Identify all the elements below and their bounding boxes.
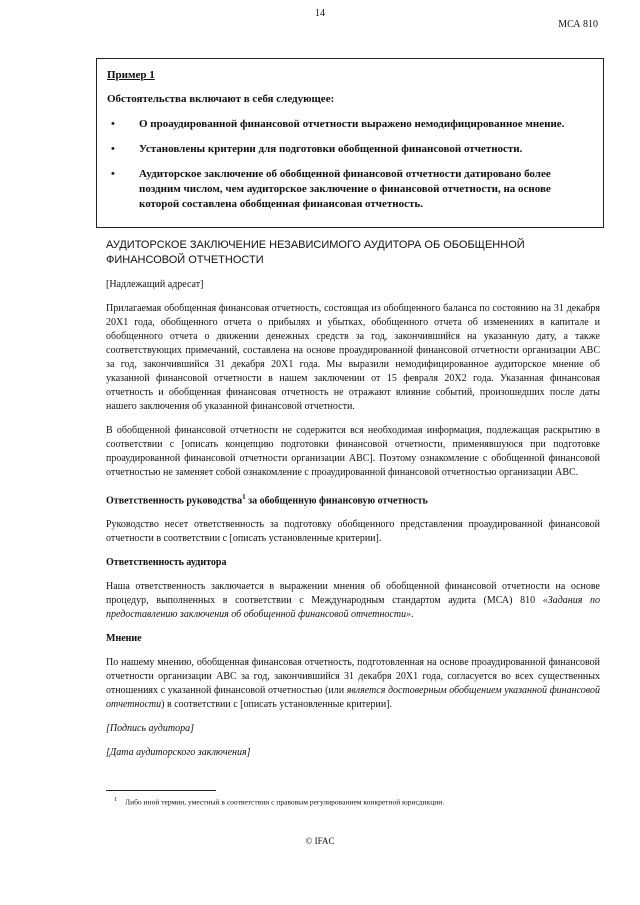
body-text: . (411, 609, 414, 621)
footnote-text: Либо иной термин, уместный в соответствии с правовым регулированием конкретной юрисдикции. (125, 797, 445, 807)
footnote-ref: 1 (242, 493, 246, 501)
auditor-responsibility-heading: Ответственность аудитора (106, 557, 227, 569)
addressee: [Надлежащий адресат] (106, 279, 204, 290)
bullet-icon: • (111, 143, 115, 155)
standard-title: «Задания по предоставлению заключения об обобщенной финансовой отчетности» (106, 595, 601, 621)
example-title: Пример 1 (107, 69, 155, 81)
opinion-text (106, 656, 600, 712)
auditor-responsibility-text (106, 580, 600, 622)
footnote-marker: 1 (114, 797, 117, 803)
alt-wording: является достоверным обобщением указанной финансовой отчетности (106, 685, 600, 711)
auditor-signature (106, 722, 600, 736)
report-title: АУДИТОРСКОЕ ЗАКЛЮЧЕНИЕ НЕЗАВИСИМОГО АУДИТОРА ОБ ОБОБЩЕННОЙ ФИНАНСОВОЙ ОТЧЕТНОСТИ (106, 239, 525, 266)
bullet-text: Установлены критерии для подготовки обобщенной финансовой отчетности. (139, 143, 523, 155)
management-responsibility-text: Руководство несет ответственность за подготовку обобщенного представления проаудированной финансовой отчетности в соответствии с [описать установленные критерии]. (106, 519, 600, 545)
opinion-heading: Мнение (106, 633, 142, 645)
page-number: 14 (315, 8, 325, 19)
example-intro: Обстоятельства включают в себя следующее: (107, 93, 335, 105)
body-text: ) в соответствии с [описать установленные критерии]. (161, 699, 393, 711)
bullet-icon: • (111, 168, 115, 180)
body-text: Наша ответственность заключается в выражении мнения об обобщенной финансовой отчетности на основе процедур, выполненных в соответствии с Международным стандартом аудита (МСА) 810 (106, 581, 600, 607)
body-text: По нашему мнению, обобщенная финансовая отчетность, подготовленная на основе проаудированной финансовой отчетности организации ABC за год, закончившийся 31 декабря 20X1 года, согласуется во всех существенных отношениях с указанной финансовой отчетностью (или (106, 657, 600, 697)
example-box (96, 58, 604, 228)
standard-code: МСА 810 (558, 19, 598, 30)
footnote-divider (106, 790, 216, 791)
example-bullet (107, 142, 591, 157)
date-text: [Дата аудиторского заключения] (106, 747, 251, 759)
example-bullet (107, 117, 591, 132)
intro-paragraph: Прилагаемая обобщенная финансовая отчетность, состоящая из обобщенного баланса по состоянию на 31 декабря 20X1 года, обобщенного отчета о прибылях и убытках, обобщенного отчета об изменениях в капитале и обобщенного отчета о движении денежных средств за год, закончившийся на указанную дату, а также соответствующих примечаний, составлена на основе проаудированной финансовой отчетности организации ABC за год, закончившийся 31 декабря 20X1 года. Мы выразили немодифицированное аудиторское мнение об указанной финансовой отчетности в нашем заключении от 15 февраля 20X2 года. Указанная финансовая отчетность и обобщенная финансовая отчетность не отражают влияние событий, произошедших после даты нашего заключения об указанной финансовой отчетности. (106, 303, 600, 412)
bullet-text: Аудиторское заключение об обобщенной финансовой отчетности датировано более поздним числом, чем аудиторское заключение о финансовой отчетности, на основе которой составлена обобщенная финансовая отчетность. (139, 168, 551, 210)
management-responsibility-heading (106, 490, 600, 508)
bullet-text: О проаудированной финансовой отчетности выражено немодифицированное мнение. (139, 118, 565, 130)
disclosure-paragraph: В обобщенной финансовой отчетности не содержится вся необходимая информация, подлежащая раскрытию в соответствии с [описать концепцию подготовки финансовой отчетности, применявшуюся при подготовке проаудированной финансовой отчетности организации ABC]. Поэтому ознакомление с обобщенной финансовой отчетностью не заменяет собой ознакомление с проаудированной финансовой отчетностью организации ABC. (106, 425, 600, 478)
bullet-icon: • (111, 118, 115, 130)
heading-text: Ответственность руководства (106, 495, 243, 507)
footnote (114, 797, 444, 807)
report-body (106, 238, 600, 770)
signature-text: [Подпись аудитора] (106, 723, 194, 735)
heading-text: за обобщенную финансовую отчетность (245, 495, 428, 507)
copyright: © IFAC (305, 836, 335, 846)
report-date (106, 746, 600, 760)
example-bullet (107, 167, 591, 212)
